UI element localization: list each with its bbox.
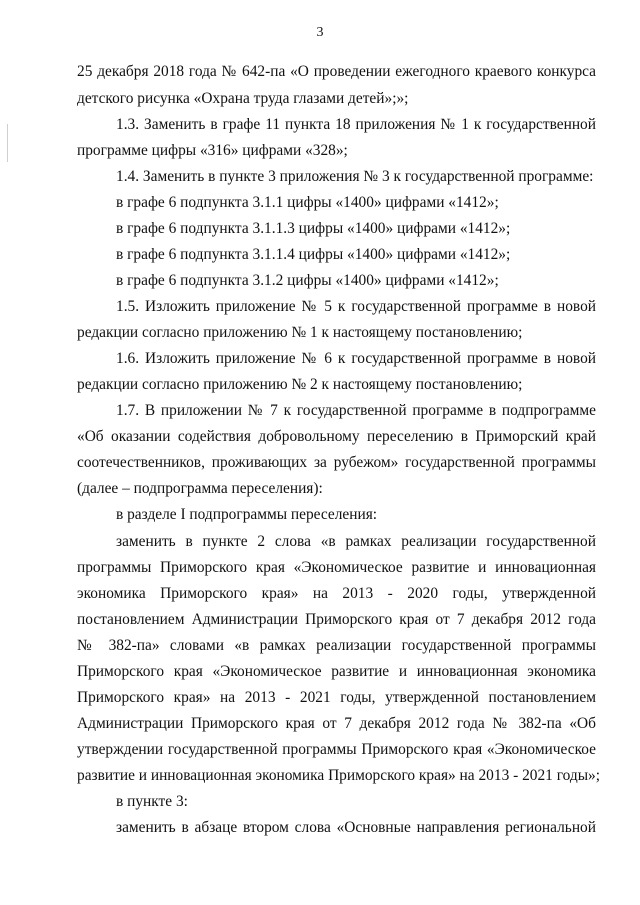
text-line: соотечественников, проживающих за рубежом» государственной программы bbox=[77, 454, 596, 471]
text-line: редакции согласно приложению № 1 к настоящему постановлению; bbox=[77, 324, 523, 341]
text-line: (далее – подпрограмма переселения): bbox=[77, 480, 323, 497]
text-line: в пункте 3: bbox=[116, 793, 188, 810]
text-line: детского рисунка «Охрана труда глазами детей»;»; bbox=[77, 90, 409, 107]
text-line: редакции согласно приложению № 2 к настоящему постановлению; bbox=[77, 376, 523, 393]
text-line: Приморского края «Экономическое развитие и инновационная экономика bbox=[77, 663, 596, 680]
text-line: Приморского края» на 2013 - 2021 годы, утвержденной постановлением bbox=[77, 689, 596, 706]
text-line: в графе 6 подпункта 3.1.1.3 цифры «1400» цифрами «1412»; bbox=[116, 220, 511, 237]
text-line: заменить в пункте 2 слова «в рамках реализации государственной bbox=[116, 533, 596, 550]
text-line: программе цифры «316» цифрами «328»; bbox=[77, 142, 348, 159]
text-line: «Об оказании содействия добровольному переселению в Приморский край bbox=[77, 428, 596, 445]
text-line: в графе 6 подпункта 3.1.1.4 цифры «1400» цифрами «1412»; bbox=[116, 246, 511, 263]
text-line: развитие и инновационная экономика Приморского края» на 2013 - 2021 годы»; bbox=[77, 767, 601, 784]
text-line: постановлением Администрации Приморского края от 7 декабря 2012 года bbox=[77, 611, 596, 628]
text-line: утверждении государственной программы Приморского края «Экономическое bbox=[77, 741, 596, 758]
text-line: 1.6. Изложить приложение № 6 к государственной программе в новой bbox=[116, 350, 596, 367]
text-line: экономика Приморского края» на 2013 - 2020 годы, утвержденной bbox=[77, 585, 596, 602]
text-line: в разделе I подпрограммы переселения: bbox=[116, 506, 378, 523]
scan-margin-mark bbox=[7, 124, 8, 162]
text-line: в графе 6 подпункта 3.1.2 цифры «1400» цифрами «1412»; bbox=[116, 272, 499, 289]
text-line: Администрации Приморского края от 7 декабря 2012 года № 382-па «Об bbox=[77, 715, 596, 732]
text-line: 1.7. В приложении № 7 к государственной программе в подпрограмме bbox=[116, 402, 596, 419]
text-line: 1.3. Заменить в графе 11 пункта 18 приложения № 1 к государственной bbox=[116, 116, 596, 133]
text-line: заменить в абзаце втором слова «Основные направления региональной bbox=[116, 819, 596, 836]
text-line: 1.4. Заменить в пункте 3 приложения № 3 к государственной программе: bbox=[116, 168, 594, 185]
text-line: программы Приморского края «Экономическое развитие и инновационная bbox=[77, 559, 596, 576]
text-line: 25 декабря 2018 года № 642-па «О проведении ежегодного краевого конкурса bbox=[77, 63, 596, 80]
text-line: № 382-па» словами «в рамках реализации государственной программы bbox=[77, 637, 596, 654]
text-line: 1.5. Изложить приложение № 5 к государственной программе в новой bbox=[116, 298, 596, 315]
text-line: в графе 6 подпункта 3.1.1 цифры «1400» цифрами «1412»; bbox=[116, 194, 499, 211]
page-number: 3 bbox=[316, 25, 324, 40]
